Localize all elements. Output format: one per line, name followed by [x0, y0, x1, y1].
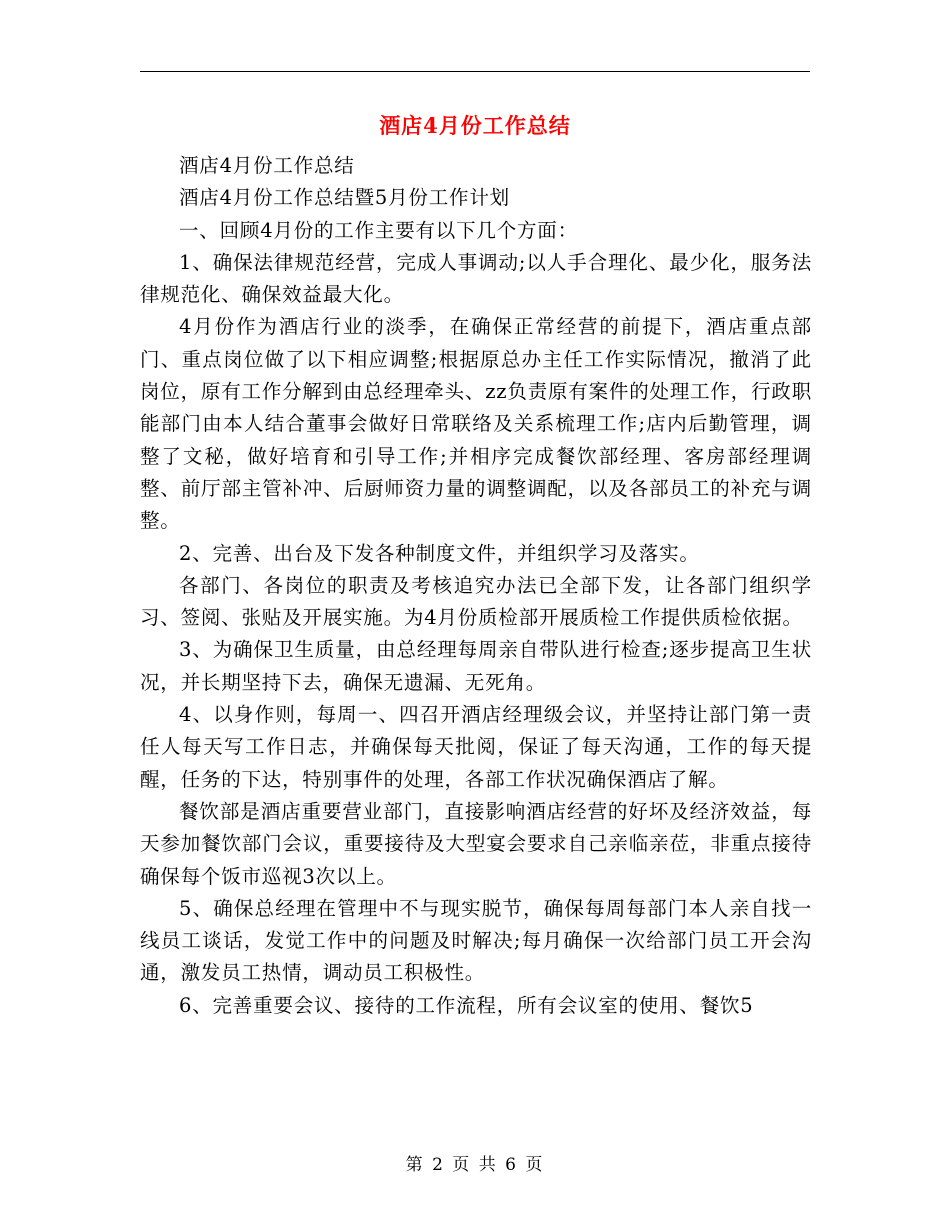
paragraph: 4月份作为酒店行业的淡季，在确保正常经营的前提下，酒店重点部门、重点岗位做了以下相应调整;根据原总办主任工作实际情况，撤消了此岗位，原有工作分解到由总经理牵头、zz负责原有案件的处理工作，行政职能部门由本人结合董事会做好日常联络及关系梳理工作;店内后勤管理，调整了文秘，做好培育和引导工作;并相序完成餐饮部经理、客房部经理调整、前厅部主管补冲、后厨师资力量的调整调配，以及各部员工的补充与调整。 [140, 315, 812, 533]
paragraph: 各部门、各岗位的职责及考核追究办法已全部下发，让各部门组织学习、签阅、张贴及开展实施。为4月份质检部开展质检工作提供质检依据。 [140, 573, 812, 630]
header-rule [140, 71, 810, 72]
paragraph: 4、以身作则，每周一、四召开酒店经理级会议，并坚持让部门第一责任人每天写工作日志，并确保每天批阅，保证了每天沟通，工作的每天提醒，任务的下达，特别事件的处理，各部工作状况确保酒店了解。 [140, 703, 812, 791]
page-number: 第 2 页 共 6 页 [405, 1155, 545, 1175]
document-body [140, 150, 812, 1022]
paragraph: 3、为确保卫生质量，由总经理每周亲自带队进行检查;逐步提高卫生状况，并长期坚持下去，确保无遗漏、无死角。 [140, 638, 812, 694]
paragraph: 6、完善重要会议、接待的工作流程，所有会议室的使用、餐饮5 [179, 993, 754, 1017]
paragraph: 餐饮部是酒店重要营业部门，直接影响酒店经营的好坏及经济效益，每天参加餐饮部门会议，重要接待及大型宴会要求自己亲临亲莅，非重点接待确保每个饭市巡视3次以上。 [140, 799, 812, 888]
paragraph: 酒店4月份工作总结暨5月份工作计划 [179, 186, 510, 210]
paragraph: 2、完善、出台及下发各种制度文件，并组织学习及落实。 [179, 541, 700, 565]
paragraph: 一、回顾4月份的工作主要有以下几个方面： [179, 218, 578, 242]
paragraph: 1、确保法律规范经营，完成人事调动;以人手合理化、最少化，服务法律规范化、确保效益最大化。 [140, 250, 812, 307]
document-title: 酒店4月份工作总结 [379, 113, 571, 138]
paragraph: 5、确保总经理在管理中不与现实脱节，确保每周每部门本人亲自找一线员工谈话，发觉工作中的问题及时解决;每月确保一次给部门员工开会沟通，激发员工热情，调动员工积极性。 [140, 896, 812, 985]
paragraph: 酒店4月份工作总结 [179, 154, 355, 177]
